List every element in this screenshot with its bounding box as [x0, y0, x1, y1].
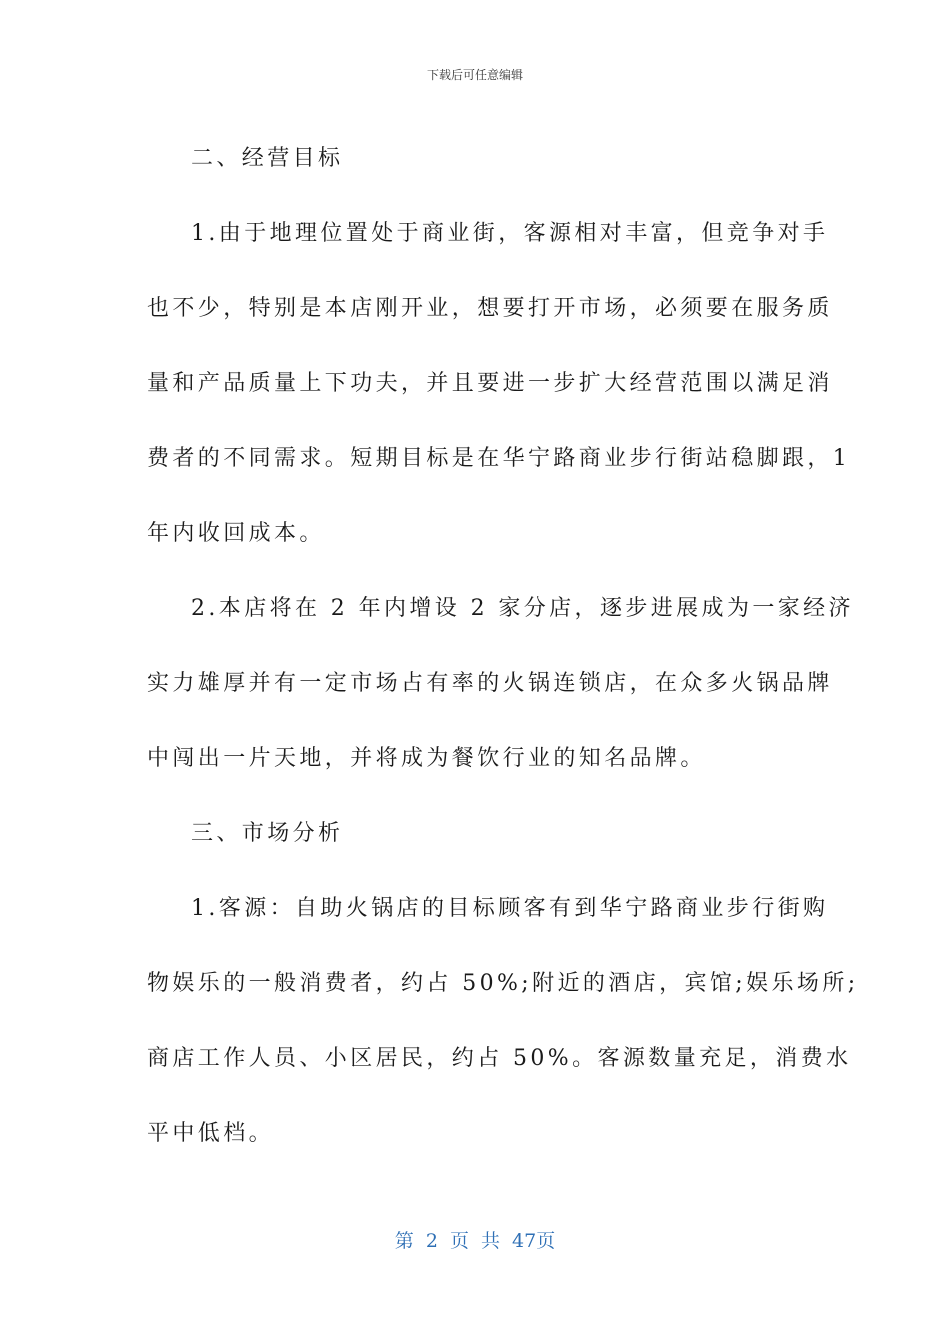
document-body: [147, 121, 859, 1171]
paragraph-line: 2.本店将在 2 年内增设 2 家分店，逐步进展成为一家经济: [191, 596, 854, 621]
paragraph-line: 年内收回成本。: [147, 521, 325, 546]
paragraph-line: 物娱乐的一般消费者，约占 50%;附近的酒店，宾馆;娱乐场所;: [147, 971, 859, 996]
paragraph-line: 中闯出一片天地，并将成为餐饮行业的知名品牌。: [147, 746, 706, 771]
section-heading-business-goals: 二、经营目标: [191, 146, 344, 171]
paragraph-line: 费者的不同需求。短期目标是在华宁路商业步行街站稳脚跟，1: [147, 446, 851, 471]
page-header: 下载后可任意编辑: [426, 68, 523, 82]
section-heading-market-analysis: 三、市场分析: [191, 821, 344, 846]
paragraph-line: 1.客源：自助火锅店的目标顾客有到华宁路商业步行街购: [191, 896, 829, 921]
paragraph-line: 商店工作人员、小区居民，约占 50%。客源数量充足，消费水: [147, 1046, 852, 1071]
paragraph-line: 实力雄厚并有一定市场占有率的火锅连锁店，在众多火锅品牌: [147, 671, 833, 696]
paragraph-line: 1.由于地理位置处于商业街，客源相对丰富，但竞争对手: [191, 221, 829, 246]
page-number-footer: 第 2 页 共 47页: [394, 1230, 556, 1252]
paragraph-line: 也不少，特别是本店刚开业，想要打开市场，必须要在服务质: [147, 296, 833, 321]
paragraph-line: 量和产品质量上下功夫，并且要进一步扩大经营范围以满足消: [147, 371, 833, 396]
paragraph-line: 平中低档。: [147, 1121, 275, 1146]
